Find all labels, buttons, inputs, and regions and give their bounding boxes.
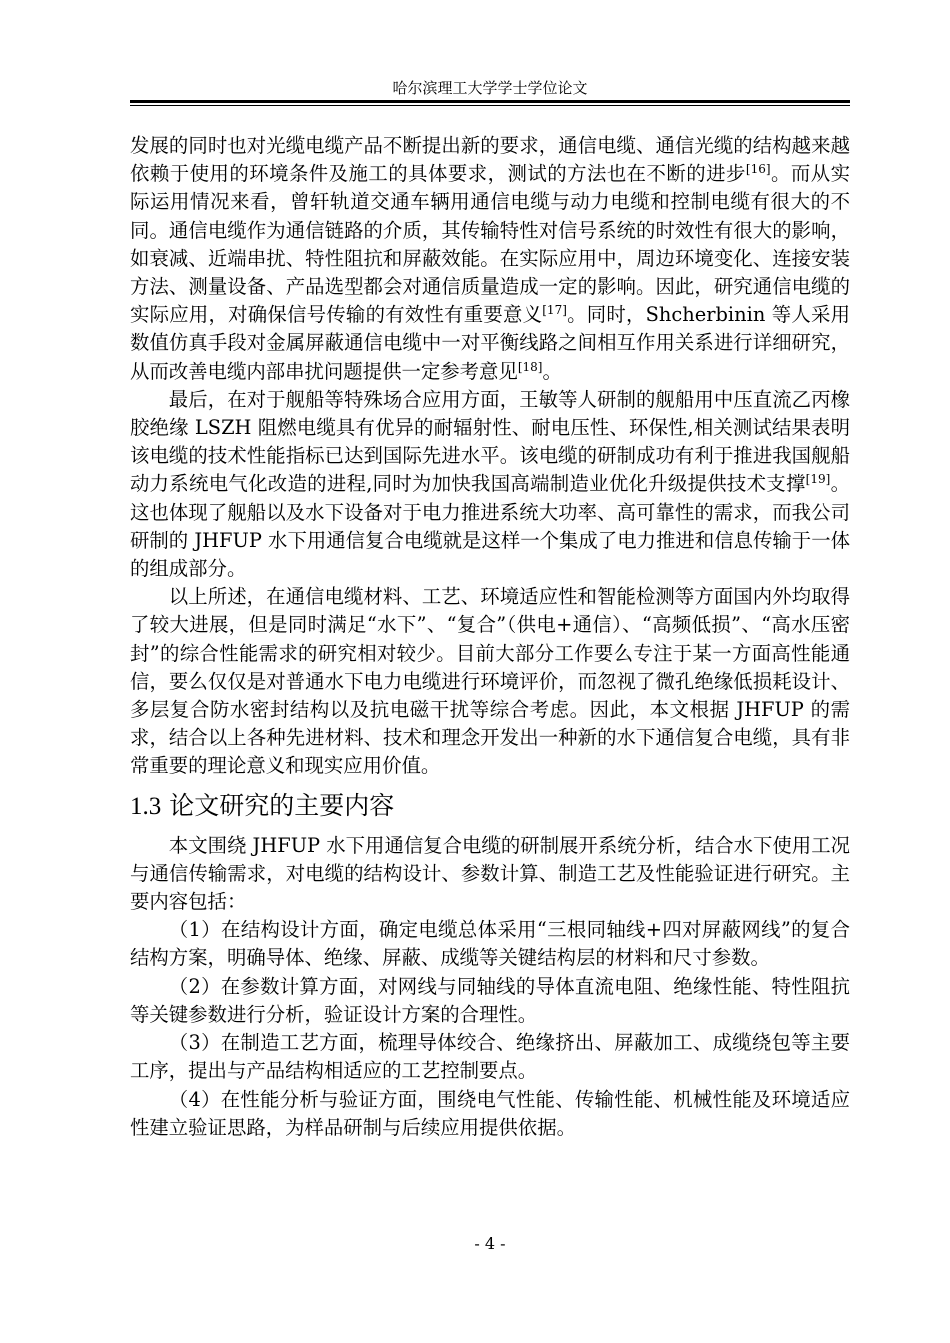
paragraph-text: 。 — [542, 359, 562, 383]
section-title: 论文研究的主要内容 — [169, 790, 395, 820]
paragraph-text: （4）在性能分析与验证方面，围绕电气性能、传输性能、机械性能及环境适应性建立验证思路，为样品研制与后续应用提供依据。 — [130, 1087, 850, 1139]
paragraph-text: 以上所述，在通信电缆材料、工艺、环境适应性和智能检测等方面国内外均取得了较大进展，但是同时满足“水下”、“复合”（供电+通信）、“高频低损”、“高水压密封”的综合性能需求的研究相对较少。目前大部分工作要么专注于某一方面高性能通信，要么仅仅是对普通水下电力电缆进行环境评价，而忽视了微孔绝缘低损耗设计、多层复合防水密封结构以及抗电磁干扰等综合考虑。因此，本文根据 JHFUP 的需求，结合以上各种先进材料、技术和理念开发出一种新的水下通信复合电缆，具有非常重要的理论意义和现实应用价值。 — [130, 585, 850, 778]
paragraph-text: 。而从实际运用情况来看，曾轩轨道交通车辆用通信电缆与动力电缆和控制电缆有很大的不同。通信电缆作为通信链路的介质，其传输特性对信号系统的时效性有很大的影响，如衰减、近端串扰、特性阻抗和屏蔽效能。在实际应用中，周边环境变化、连接安装方法、测量设备、产品选型都会对通信质量造成一定的影响。因此，研究通信电缆的实际应用，对确保信号传输的有效性有重要意义 — [130, 162, 851, 327]
paragraph-text: （1）在结构设计方面，确定电缆总体采用“三根同轴线+四对屏蔽网线”的复合结构方案，明确导体、绝缘、屏蔽、成缆等关键结构层的材料和尺寸参数。 — [130, 918, 850, 970]
paragraph-text: 。同时，Shcherbinin 等人采用数值仿真手段对金属屏蔽通信电缆中一对平衡线路之间相互作用关系进行详细研究，从而改善电缆内部串扰问题提供一定参考意见 — [130, 303, 850, 383]
list-item-structure-design — [130, 916, 850, 972]
running-header: 哈尔滨理工大学学士学位论文 — [392, 79, 588, 97]
paragraph-ship-cables — [130, 386, 850, 583]
page-number: - 4 - — [474, 1234, 506, 1253]
citation-17: [17] — [542, 303, 567, 318]
paragraph-section-intro — [130, 832, 850, 917]
header-rule-thick — [130, 100, 850, 103]
paragraph-text: 最后，在对于舰船等特殊场合应用方面，王敏等人研制的舰船用中压直流乙丙橡胶绝缘 LSZH 阻燃电缆具有优异的耐辐射性、耐电压性、环保性,相关测试结果表明该电缆的技术性能指标已达到国际先进水平。该电缆的研制成功有利于推进我国舰船动力系统电气化改造的进程,同时为加快我国高端制造业优化升级提供技术支撑 — [130, 387, 850, 496]
citation-19: [19] — [805, 472, 831, 487]
citation-18: [18] — [517, 359, 543, 374]
list-item-performance-validation — [130, 1086, 850, 1142]
paragraph-text: （3）在制造工艺方面，梳理导体绞合、绝缘挤出、屏蔽加工、成缆绕包等主要工序，提出与产品结构相适应的工艺控制要点。 — [130, 1031, 850, 1083]
paragraph-text: 本文围绕 JHFUP 水下用通信复合电缆的研制展开系统分析，结合水下使用工况与通信传输需求，对电缆的结构设计、参数计算、制造工艺及性能验证进行研究。主要内容包括： — [130, 833, 850, 914]
paragraph-continued — [130, 132, 850, 386]
section-heading — [130, 787, 850, 826]
paragraph-summary — [130, 583, 850, 780]
paragraph-text: 。这也体现了舰船以及水下设备对于电力推进系统大功率、高可靠性的需求，而我公司研制的 JHFUP 水下用通信复合电缆就是这样一个集成了电力推进和信息传输于一体的组成部分。 — [130, 472, 850, 581]
body-text — [130, 132, 850, 1142]
list-item-manufacturing-process — [130, 1029, 850, 1085]
paragraph-text: 发展的同时也对光缆电缆产品不断提出新的要求，通信电缆、通信光缆的结构越来越依赖于使用的环境条件及施工的具体要求，测试的方法也在不断的进步 — [130, 134, 850, 186]
section-number: 1.3 — [130, 792, 162, 820]
header-rule-thin — [130, 105, 850, 106]
paragraph-text: （2）在参数计算方面，对网线与同轴线的导体直流电阻、绝缘性能、特性阻抗等关键参数进行分析，验证设计方案的合理性。 — [130, 974, 850, 1026]
citation-16: [16] — [745, 162, 771, 177]
list-item-parameter-calculation — [130, 973, 850, 1029]
